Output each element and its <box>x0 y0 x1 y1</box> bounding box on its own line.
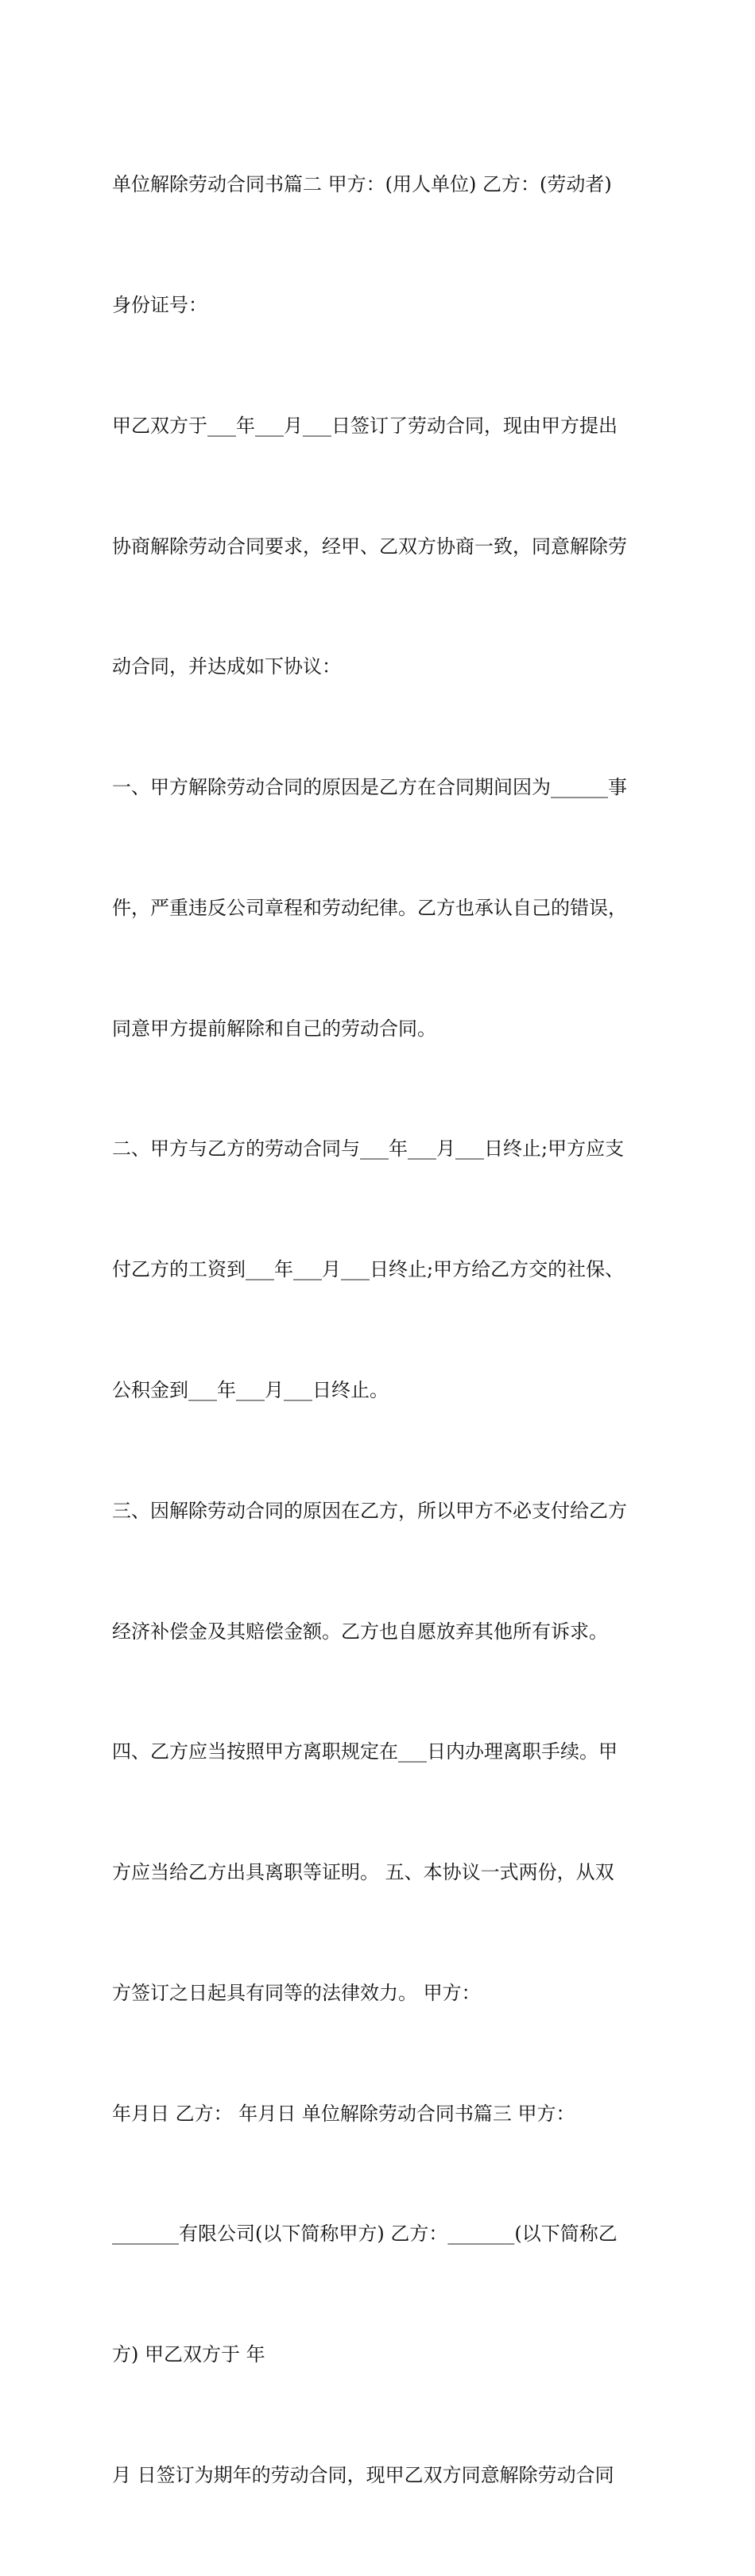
text-line-13: 经济补偿金及其赔偿金额。乙方也自愿放弃其他所有诉求。 <box>112 1620 608 1643</box>
text-line-14: 四、乙方应当按照甲方离职规定在___日内办理离职手续。甲 <box>112 1740 618 1763</box>
text-line-17: 年月日 乙方： 年月日 单位解除劳动合同书篇三 甲方： <box>112 2102 575 2125</box>
text-line-10: 付乙方的工资到___年___月___日终止;甲方给乙方交的社保、 <box>112 1258 625 1281</box>
document-body <box>112 84 652 2576</box>
text-line-16: 方签订之日起具有同等的法律效力。 甲方： <box>112 1981 481 2004</box>
text-line-20: 月 日签订为期年的劳动合同，现甲乙双方同意解除劳动合同 <box>112 2464 614 2487</box>
text-line-1: 单位解除劳动合同书篇二 甲方：(用人单位) 乙方：(劳动者) <box>112 173 612 196</box>
text-line-7: 件，严重违反公司章程和劳动纪律。乙方也承认自己的错误， <box>112 896 627 919</box>
text-line-5: 动合同，并达成如下协议： <box>112 655 341 678</box>
text-line-4: 协商解除劳动合同要求，经甲、乙双方协商一致，同意解除劳 <box>112 535 627 558</box>
text-line-2: 身份证号： <box>112 293 207 316</box>
text-line-9: 二、甲方与乙方的劳动合同与___年___月___日终止;甲方应支 <box>112 1137 625 1161</box>
text-line-12: 三、因解除劳动合同的原因在乙方，所以甲方不必支付给乙方 <box>112 1499 627 1522</box>
text-line-3: 甲乙双方于___年___月___日签订了劳动合同，现由甲方提出 <box>112 414 618 437</box>
text-line-19: 方) 甲乙双方于 年 <box>112 2343 265 2366</box>
text-line-11: 公积金到___年___月___日终止。 <box>112 1379 389 1401</box>
text-line-6: 一、甲方解除劳动合同的原因是乙方在合同期间因为______事 <box>112 776 627 799</box>
text-line-15: 方应当给乙方出具离职等证明。 五、本协议一式两份，从双 <box>112 1861 614 1884</box>
text-line-8: 同意甲方提前解除和自己的劳动合同。 <box>112 1017 436 1040</box>
text-line-18: _______有限公司(以下简称甲方) 乙方：_______(以下简称乙 <box>112 2223 618 2246</box>
